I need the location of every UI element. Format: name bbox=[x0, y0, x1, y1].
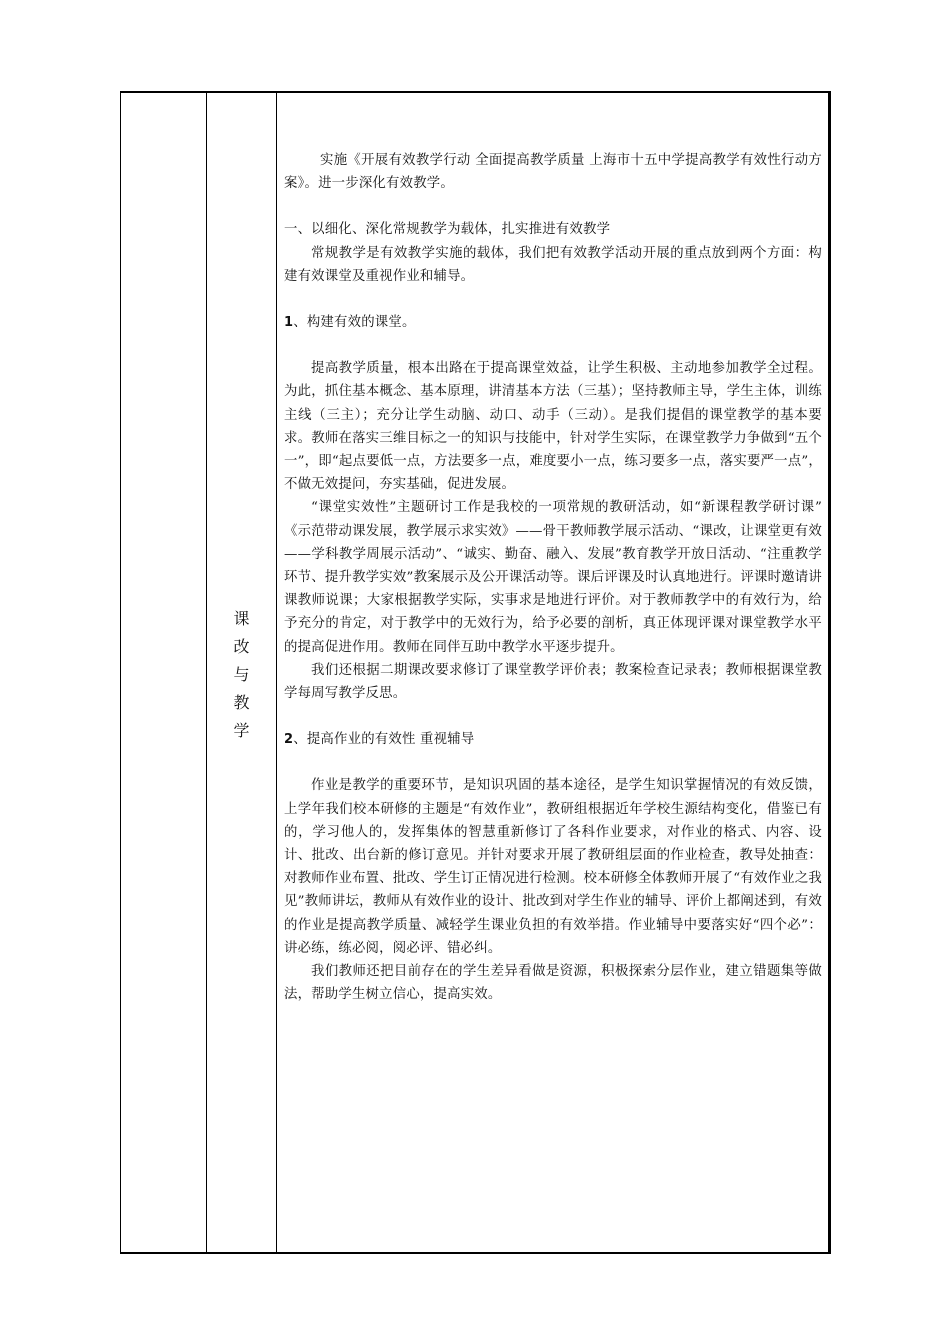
section-heading: 一、以细化、深化常规教学为载体，扎实推进有效教学 bbox=[284, 222, 611, 238]
paragraph: 我们还根据二期课改要求修订了课堂教学评价表；教案检查记录表；教师根据课堂教学每周写教学反思。 bbox=[284, 662, 822, 702]
subsection-number: 1 bbox=[284, 315, 294, 331]
paragraph: 作业是教学的重要环节，是知识巩固的基本途径，是学生知识掌握情况的有效反馈，上学年我们校本研修的主题是“有效作业”，教研组根据近年学校生源结构变化，借鉴已有的，学习他人的，发挥集体的智慧重新修订了各科作业要求，对作业的格式、内容、设计、批改、出台新的修订意见。并针对要求开展了教研组层面的作业检查，教导处抽查：对教师作业布置、批改、学生订正情况进行检测。校本研修全体教师开展了“有效作业之我见”教师讲坛，教师从有效作业的设计、批改到对学生作业的辅导、评价上都阐述到，有效的作业是提高教学质量、减轻学生课业负担的有效举措。作业辅导中要落实好“四个必”：讲必练，练必阅，阅必评、错必纠。 bbox=[284, 778, 822, 956]
subsection-title: 、提高作业的有效性 重视辅导 bbox=[293, 732, 475, 748]
content-cell bbox=[284, 149, 822, 1007]
intro-paragraph: 实施《开展有效教学行动 全面提高教学质量 上海市十五中学提高教学有效性行动方案》。进一步深化有效教学。 bbox=[284, 153, 822, 192]
subsection-heading bbox=[284, 728, 822, 751]
subsection-title: 、构建有效的课堂。 bbox=[293, 315, 416, 331]
content-table bbox=[120, 91, 831, 1254]
category-char: 课 bbox=[233, 609, 250, 628]
category-label bbox=[207, 605, 276, 745]
category-char: 学 bbox=[233, 721, 250, 740]
paragraph: “课堂实效性”主题研讨工作是我校的一项常规的教研活动，如“新课程教学研讨课” 《示范带动课发展，教学展示求实效》——骨干教师教学展示活动、“课改，让课堂更有效——学科教学周展示活动”、“诚实、勤奋、融入、发展”教育教学开放日活动、“注重教学环节、提升教学实效”教案展示及公开课活动等。课后评课及时认真地进行。评课时邀请讲课教师说课；大家根据教学实际，实事求是地进行评价。对于教师教学中的有效行为，给予充分的肯定，对于教学中的无效行为，给予必要的剖析，真正体现评课对课堂教学水平的提高促进作用。教师在同伴互助中教学水平逐步提升。 bbox=[284, 500, 822, 655]
paragraph: 常规教学是有效教学实施的载体，我们把有效教学活动开展的重点放到两个方面：构建有效课堂及重视作业和辅导。 bbox=[284, 245, 822, 284]
subsection-heading bbox=[284, 311, 822, 334]
category-char: 改 bbox=[233, 637, 250, 656]
category-char: 与 bbox=[233, 665, 250, 684]
paragraph: 我们教师还把目前存在的学生差异看做是资源，积极探索分层作业，建立错题集等做法，帮助学生树立信心，提高实效。 bbox=[284, 964, 822, 1003]
paragraph: 提高教学质量，根本出路在于提高课堂效益，让学生积极、主动地参加教学全过程。为此，抓住基本概念、基本原理，讲清基本方法（三基）；坚持教师主导，学生主体，训练主线（三主）；充分让学生动脑、动口、动手（三动）。是我们提倡的课堂教学的基本要求。教师在落实三维目标之一的知识与技能中，针对学生实际，在课堂教学力争做到“五个一”，即“起点要低一点，方法要多一点，难度要小一点，练习要多一点，落实要严一点”，不做无效提问，夯实基础，促进发展。 bbox=[284, 361, 822, 493]
category-char: 教 bbox=[233, 693, 250, 712]
subsection-number: 2 bbox=[284, 732, 294, 748]
column-divider bbox=[276, 93, 277, 1252]
